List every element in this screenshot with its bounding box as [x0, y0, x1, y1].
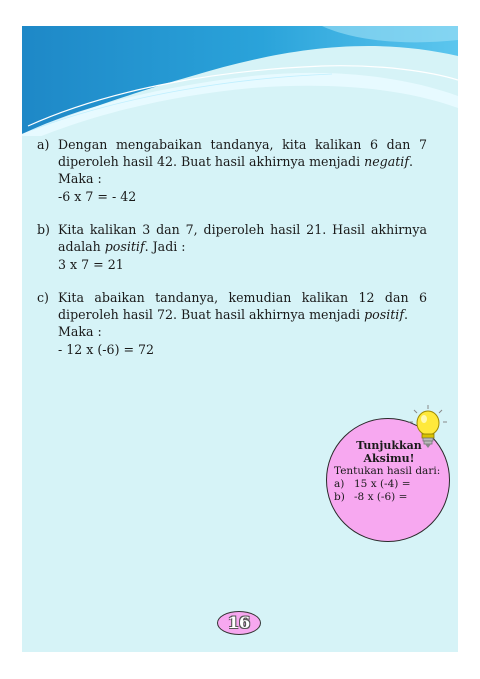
worked-examples [37, 136, 427, 374]
example-b [37, 221, 427, 273]
challenge-body [334, 465, 448, 503]
example-label: a) [37, 137, 50, 152]
example-c [37, 289, 427, 358]
example-a [37, 136, 427, 205]
example-text: Kita abaikan tandanya, kemudian kalikan 12 dan 6 diperoleh hasil 72. Buat hasil akhirnya menjadi positif. [58, 290, 427, 322]
wave-banner [22, 26, 458, 136]
challenge-instruction: Tentukan hasil dari: [334, 465, 441, 477]
example-label: b) [37, 222, 50, 237]
example-calculation: -6 x 7 = - 42 [58, 189, 137, 204]
example-conclusion: Maka : [58, 324, 102, 339]
example-conclusion: Maka : [58, 171, 102, 186]
example-text: Dengan mengabaikan tandanya, kita kalikan 6 dan 7 diperoleh hasil 42. Buat hasil akhirnya menjadi negatif. [58, 137, 427, 169]
example-calculation: - 12 x (-6) = 72 [58, 342, 155, 357]
exercise-item: a) 15 x (-4) = [334, 478, 411, 490]
example-label: c) [37, 290, 49, 305]
exercise-item: b) -8 x (-6) = [334, 491, 408, 503]
page-number: 16 [217, 611, 261, 635]
example-calculation: 3 x 7 = 21 [58, 257, 124, 272]
challenge-title: Tunjukkan Aksimu! [356, 439, 422, 465]
example-text: Kita kalikan 3 dan 7, diperoleh hasil 21. Hasil akhirnya adalah positif. Jadi : [58, 222, 427, 254]
page [22, 26, 458, 652]
lightbulb-icon [408, 404, 448, 450]
